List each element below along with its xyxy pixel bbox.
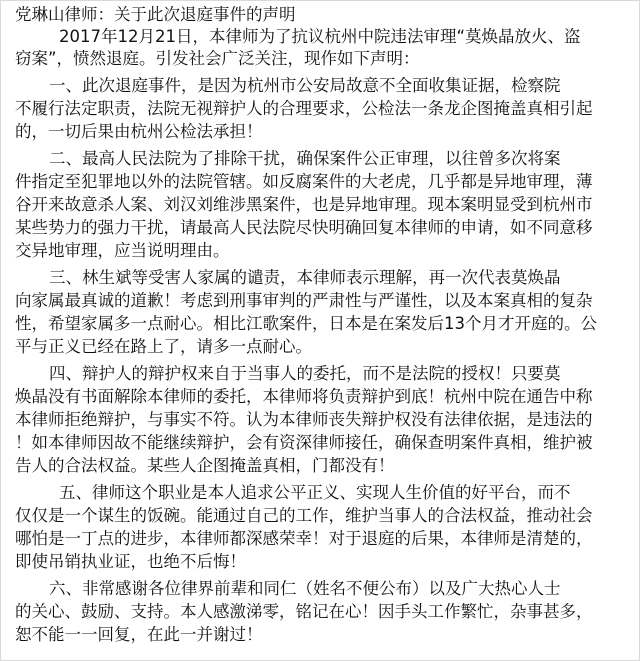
- paragraph-6-line-1: 六、非常感谢各位律界前辈和同仁（姓名不便公布）以及广大热心人士: [49, 579, 561, 598]
- paragraph-1-line-2: 不履行法定职责，法院无视辩护人的合理要求，公检法一条龙企图掩盖真相引起: [15, 99, 593, 118]
- paragraph-5-line-4: 即使吊销执业证，也绝不后悔！: [15, 552, 246, 571]
- paragraph-3-line-4: 平与正义已经在路上了，请多一点耐心。: [15, 337, 312, 356]
- paragraph-2-line-5: 交异地审理，应当说明理由。: [15, 241, 230, 260]
- paragraph-5-line-2: 仅仅是一个谋生的饭碗。能通过自己的工作，维护当事人的合法权益，推动社会: [15, 506, 593, 525]
- paragraph-2-line-1: 二、最高人民法院为了排除干扰，确保案件公正审理，以往曾多次将案: [49, 149, 561, 168]
- intro-line-2: 窃案”，愤然退庭。引发社会广泛关注，现作如下声明：: [15, 49, 420, 68]
- paragraph-3-line-3: 性，希望家属多一点耐心。相比江歌案件，日本是在案发后13个月才开庭的。公: [15, 314, 597, 333]
- intro-line-1: 2017年12月21日，本律师为了抗议杭州中院违法审理“莫焕晶放火、盗: [59, 27, 581, 46]
- paragraph-6-line-2: 的关心、鼓励、支持。本人感激涕零，铭记在心！因手头工作繁忙，杂事甚多，: [15, 602, 593, 621]
- paragraph-1-line-1: 一、此次退庭事件，是因为杭州市公安局故意不全面收集证据，检察院: [49, 76, 561, 95]
- paragraph-6-line-3: 恕不能一一回复，在此一并谢过！: [15, 625, 263, 644]
- paragraph-3-line-1: 三、林生斌等受害人家属的谴责，本律师表示理解，再一次代表莫焕晶: [49, 268, 561, 287]
- paragraph-3-line-2: 向家属最真诚的道歉！考虑到刑事审判的严肃性与严谨性，以及本案真相的复杂: [15, 291, 593, 310]
- paragraph-2-line-3: 谷开来故意杀人案、刘汉刘维涉黑案件，也是异地审理。现本案明显受到杭州市: [15, 195, 593, 214]
- paragraph-4-line-2: 焕晶没有书面解除本律师的委托，本律师将负责辩护到底！杭州中院在通告中称: [15, 387, 593, 406]
- paragraph-2-line-2: 件指定至犯罪地以外的法院管辖。如反腐案件的大老虎，几乎都是异地审理，薄: [15, 172, 593, 191]
- paragraph-4-line-3: 本律师拒绝辩护，与事实不符。认为本律师丧失辩护权没有法律依据，是违法的: [15, 410, 593, 429]
- document-title: 党琳山律师：关于此次退庭事件的声明: [15, 5, 296, 24]
- paragraph-5-line-3: 哪怕是一丁点的进步，本律师都深感荣幸！对于退庭的后果，本律师是清楚的，: [15, 529, 593, 548]
- paragraph-1-line-3: 的，一切后果由杭州公检法承担！: [15, 122, 263, 141]
- paragraph-4-line-1: 四、辩护人的辩护权来自于当事人的委托，而不是法院的授权！只要莫: [49, 364, 561, 383]
- paragraph-4-line-5: 告人的合法权益。某些人企图掩盖真相，门都没有！: [15, 456, 395, 475]
- paragraph-2-line-4: 某些势力的强力干扰，请最高人民法院尽快明确回复本律师的申请，如不同意移: [15, 218, 593, 237]
- paragraph-4-line-4: ！如本律师因故不能继续辩护，会有资深律师接任，确保查明案件真相，维护被: [15, 433, 593, 452]
- paragraph-5-line-1: 五、律师这个职业是本人追求公平正义、实现人生价值的好平台，而不: [59, 483, 571, 502]
